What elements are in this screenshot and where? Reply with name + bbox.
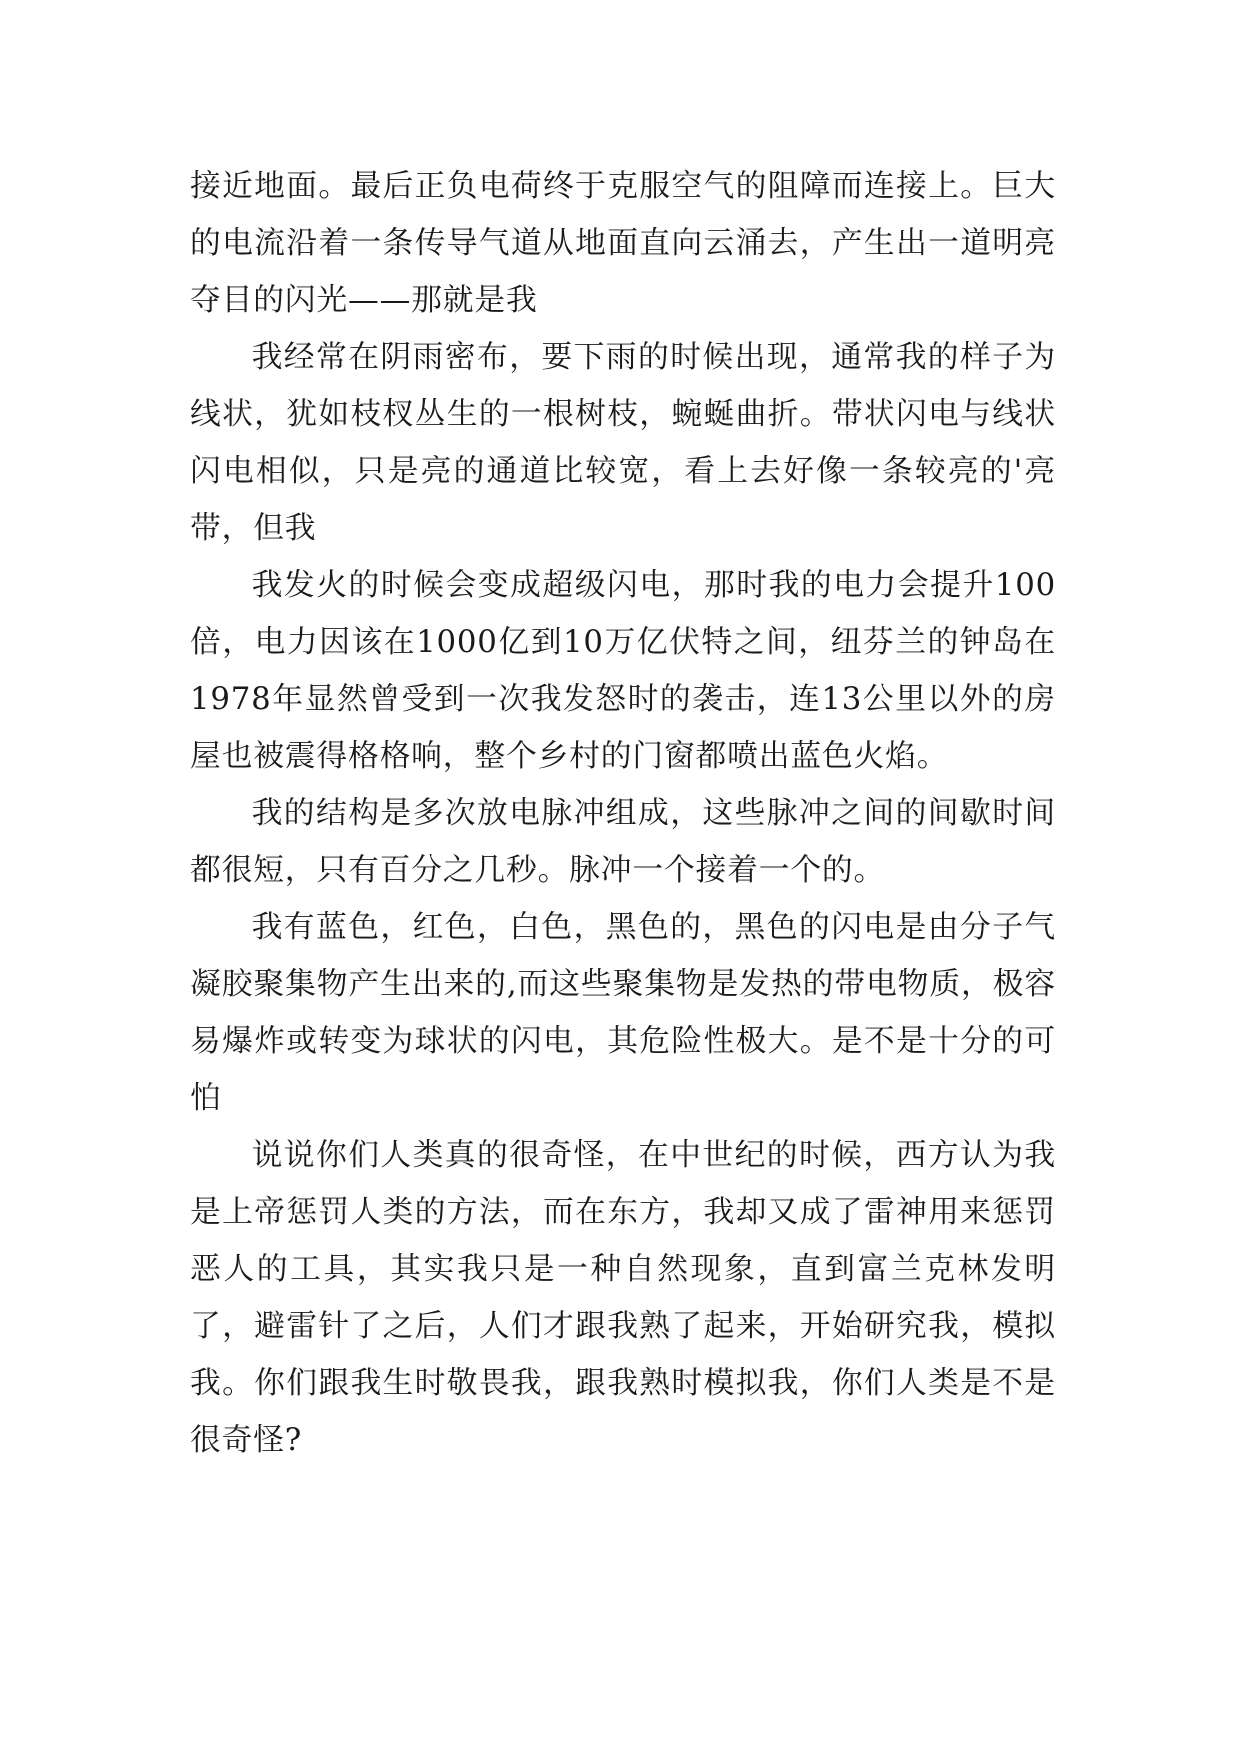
document-body (190, 158, 1056, 1469)
paragraph-colors: 我有蓝色，红色，白色，黑色的，黑色的闪电是由分子气凝胶聚集物产生出来的,而这些聚集物是发热的带电物质，极容易爆炸或转变为球状的闪电，其危险性极大。是不是十分的可怕 (190, 909, 1056, 1116)
paragraph-structure: 我的结构是多次放电脉冲组成，这些脉冲之间的间歇时间都很短，只有百分之几秒。脉冲一个接着一个的。 (190, 795, 1056, 888)
paragraph-humans: 说说你们人类真的很奇怪，在中世纪的时候，西方认为我是上帝惩罚人类的方法，而在东方，我却又成了雷神用来惩罚恶人的工具，其实我只是一种自然现象，直到富兰克林发明了，避雷针了之后，人们才跟我熟了起来，开始研究我，模拟我。你们跟我生时敬畏我，跟我熟时模拟我，你们人类是不是很奇怪? (190, 1137, 1056, 1458)
paragraph-continued: 接近地面。最后正负电荷终于克服空气的阻障而连接上。巨大的电流沿着一条传导气道从地面直向云涌去，产生出一道明亮夺目的闪光——那就是我 (190, 168, 1056, 318)
paragraph-appearance: 我经常在阴雨密布，要下雨的时候出现，通常我的样子为线状，犹如枝杈丛生的一根树枝，蜿蜒曲折。带状闪电与线状闪电相似，只是亮的通道比较宽，看上去好像一条较亮的'亮带，但我 (190, 339, 1056, 546)
paragraph-super-lightning: 我发火的时候会变成超级闪电，那时我的电力会提升100倍，电力因该在1000亿到10万亿伏特之间，纽芬兰的钟岛在1978年显然曾受到一次我发怒时的袭击，连13公里以外的房屋也被震得格格响，整个乡村的门窗都喷出蓝色火焰。 (190, 567, 1056, 774)
